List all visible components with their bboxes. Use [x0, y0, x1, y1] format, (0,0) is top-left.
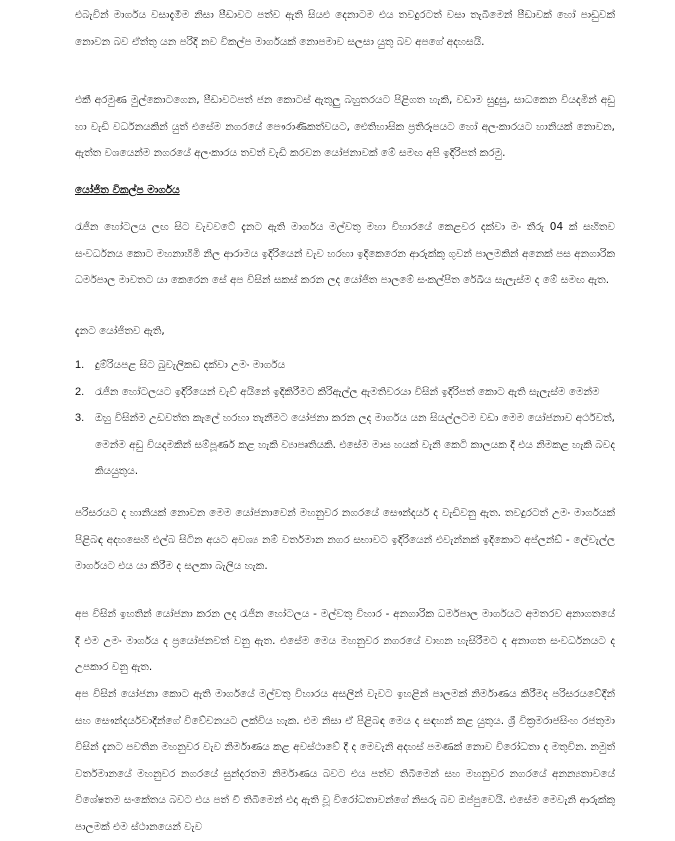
paragraph-tunnel-future: අප විසින් ඉහතින් යෝජනා කරන ලද රැජින හෝටලය - මල්වතු විහාර - අනගාරික ධර්මපාල මාර්ගයට අමතරව අනාගතයේ දී එම උමං මාර්ගය ද ප්‍රයෝජනවත් වනු ඇත. එසේම මෙය මහනුවර නගරයේ වාහන හැසිරීමට ද අනාගත සංවර්ධනයට ද උපකාර වනු ඇත.: [75, 608, 615, 673]
list-item-text: දුම්රියපළ සිට බුවැලිකඩ දක්වා උමං මාර්ගය: [95, 359, 286, 371]
section-heading: යෝජිත විකල්ප මාර්ගය: [75, 184, 180, 196]
list-item-text: රැජින හෝටලයට ඉදිරියෙන් වැව් අයිනේ ඉදිකිරීමට කිරිඇල්ල ඇමතිවරයා විසින් ඉදිරිපත් කොට ඇති සැලැස්ම මෙන්ම: [95, 385, 600, 398]
list-item-text: ඔහු විසින්ම උඩවත්ත කැලේ හරහා තැනීමට යෝජනා කරන ලද මාර්ගය යන සියල්ලටම වඩා මෙම යෝජනාව අර්ථවත්, මෙන්ම අඩු වියදමකින් සම්පූර්ණ කළ හැකි ව්‍යාපෘතියකි. එසේම මාස හයක් වැනි කෙටි කාලයක දී එය නිමකළ හැකි බවද කියයුතුය.: [95, 412, 615, 477]
paragraph-proposal-aim: එකී අරමුණ මුල්කොටගෙන, පීඩාවටපත් ජන කොටස් ඇතුලු බහුතරයට පිළිගත හැකි, වඩාම සුදුසු, සාධකෙන වියදමින් අඩු හා වැඩි වර්ධනයකින් යුත් එසේම නගරයේ පෞරාණිකත්වයට, ඓතිහාසික ප්‍රතිරූපයට හෝ අලංකාරයට හානියක් නොවන, ඇත්ත වශයෙන්ම නගරයේ අලංකාරය තවත් වැඩි කරවන යෝජනාවක් මේ සමඟ අපි ඉදිරිපත් කරමු.: [75, 94, 615, 159]
list-item: [75, 379, 615, 406]
paragraph-route-description: රැජින හෝටලය ලඟ සිට වැවවටේ දැනට ඇති මාර්ගය මල්වතු මහා විහාරයේ කෙළවර දක්වා මං තීරු 04 ක් සහිතව සංවර්ධනය කොට මහනාහිමි නිල ආරාමය ඉදිරියෙන් වැව හරහා ඉදිකෙරෙන ආරුක්කු ගුවන් පාලමකින් අනෙක් පස අනගාරික ධර්මපාල මාවතට යා කෙරෙන සේ අප විසින් සකස් කරන ලද යෝජිත පාලමේ සංකල්පිත රේඛීය සැලැස්ම ද මේ සමඟ ඇත.: [75, 221, 615, 286]
proposals-list: [75, 352, 615, 485]
list-item: [75, 405, 615, 485]
paragraph-currently-proposed: දැනට යෝජිතව ඇති,: [75, 325, 165, 337]
paragraph-bridge-criticism: අප විසින් යෝජනා කොට ඇති මාර්ගයේ මල්වතු විහාරය අසලින් වැවට ඉහළින් පාලමක් නිර්මාණය කිරීමද පරිසරයවේදීන් සහ සෞන්දර්යවාදීන්ගේ විවේචනයට ලක්විය හැක. එම නිසා ඒ පිළිබඳ මෙය ද සඳහන් කළ යුතුය. ශ්‍රී වික්‍රමරාජසිංහ රජතුමා විසින් දැනට පවතින මහනුවර වැව නිර්මාණය කළ අවස්ථාවේ දී ද මෙවැනි අදහස් පමණක් නොව විරෝධතා ද මතුවින. නමුත් වර්තමානයේ මහනුවර නගරයේ සුන්දරතම නිර්මාණය බවට එය පත්ව තිබීමෙන් සහ මහනුවර නගරයේ අනන්‍යතාවයේ විශේෂතම සංකේතය බවට එය පත් වී තිබීමෙන් එදා ඇති වූ විරෝධතාවන්ගේ නිසරු බව ඔප්පුවෙයි. එසේම මෙවැනි ආරුක්කු පාලමක් එම ස්ථානයෙන් වැව: [75, 688, 615, 833]
paragraph-environment: පරිසරයට ද හානියක් නොවන මෙම යෝජනාවෙන් මහනුවර නගරයේ සෞන්දර්ය ද වැඩිවනු ඇත. තවදුරටත් උමං මාර්ගයක් පිළිබඳ අදහසෙහි එල්බ සිටින අයට අවශ්‍ය නම් වර්තමාන නගර සභාවට ඉදිරියෙන් එවැන්නක් ඉදිකොට අප්ලන්ඩ් - ලේවැල්ල මාර්ගයට එය යා කිරීම ද සලකා බැලිය හැක.: [75, 507, 615, 572]
list-number: 1.: [75, 359, 85, 371]
list-number: 2.: [75, 385, 85, 398]
paragraph-intro: එබැවින් මාර්ගය වසාදැමීම නිසා පීඩාවට පත්ව ඇති සියළු දෙනාටම එය තවදුරටත් වසා තැබීමෙන් පීඩාවක් හෝ පාඩුවක් නොවන බව ඒත්තු යන පරිදි නව විකල්ප මාර්ගයක් නොපමාව සලසා යුතු බව අපගේ අදහසයි.: [75, 9, 615, 48]
list-item: [75, 352, 615, 379]
list-number: 3.: [75, 412, 85, 424]
